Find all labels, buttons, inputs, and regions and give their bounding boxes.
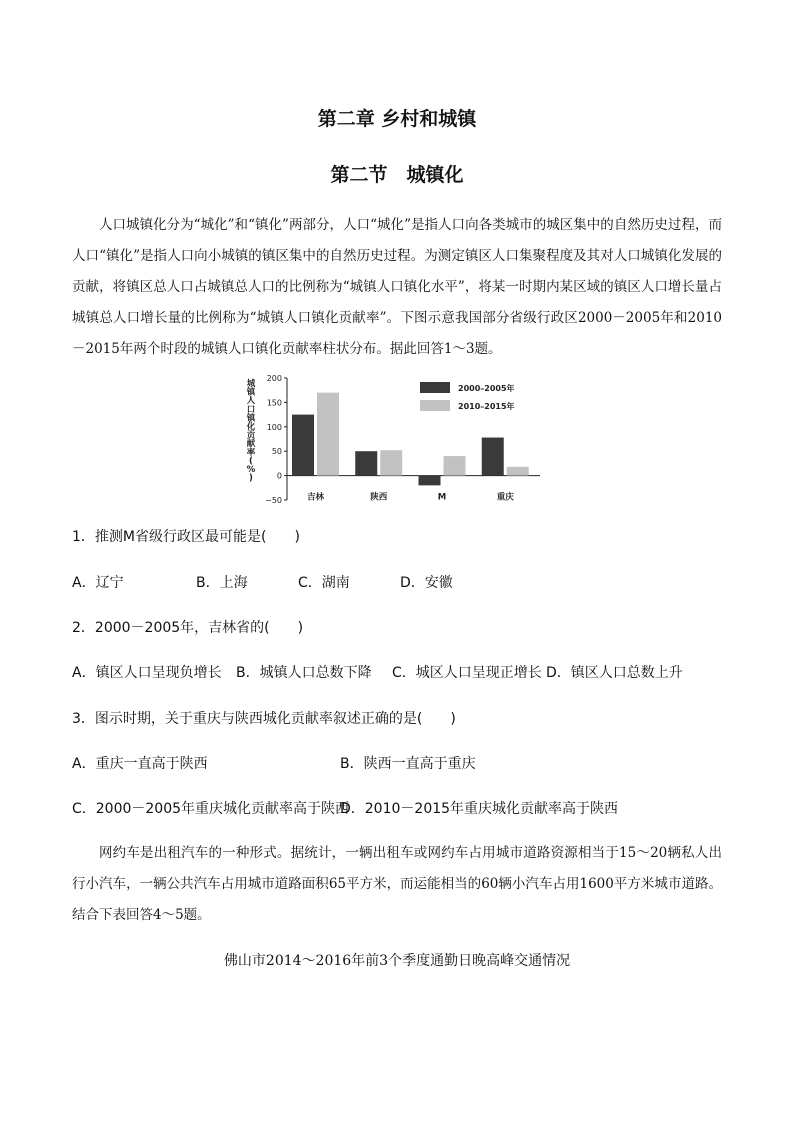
- bar-1-1: [380, 450, 402, 475]
- y-axis-label-char: (: [249, 456, 253, 467]
- chapter-title: 第二章 乡村和城镇: [317, 108, 477, 130]
- bar-2-0: [419, 476, 441, 486]
- q3-option-c[interactable]: C．2000－2005年重庆城化贡献率高于陕西: [72, 801, 350, 817]
- question-3-options-row2: [72, 798, 722, 818]
- x-tick-label: 陕西: [370, 492, 388, 503]
- bar-1-0: [355, 451, 377, 475]
- q1-option-a[interactable]: A．辽宁: [72, 575, 124, 591]
- y-tick-label: 50: [271, 447, 282, 457]
- bar-0-0: [292, 415, 314, 476]
- bar-0-1: [317, 393, 339, 476]
- table-title: 佛山市2014～2016年前3个季度通勤日晚高峰交通情况: [223, 953, 571, 969]
- y-axis-label-char: 镇: [246, 413, 256, 424]
- question-2-stem: 2．2000－2005年，吉林省的( ): [72, 620, 304, 636]
- y-axis-label-char: %: [246, 465, 256, 475]
- q3-option-a[interactable]: A．重庆一直高于陕西: [72, 756, 208, 772]
- q2-option-b[interactable]: B．城镇人口总数下降: [236, 665, 372, 681]
- bar-3-1: [507, 467, 529, 476]
- chart-plot: [246, 374, 540, 505]
- q1-option-d[interactable]: D．安徽: [400, 575, 453, 591]
- q2-option-d[interactable]: D．镇区人口总数上升: [546, 665, 683, 681]
- x-tick-label: 重庆: [496, 492, 514, 503]
- ridehailing-paragraph: 网约车是出租汽车的一种形式。据统计，一辆出租车或网约车占用城市道路资源相当于15～20辆私人出行小汽车，一辆公共汽车占用城市道路面积65平方米，而运能相当的60辆小汽车占用1600平方米城市道路。结合下表回答4～5题。: [72, 845, 722, 923]
- y-axis-label-char: 人: [246, 396, 256, 407]
- y-axis-label-char: 镇: [246, 387, 256, 398]
- section-title: 第二节 城镇化: [330, 164, 464, 186]
- y-tick-label: 0: [276, 471, 282, 481]
- y-axis-label-char: 献: [246, 439, 256, 450]
- y-axis-label-char: ): [249, 473, 253, 484]
- y-tick-label: 150: [266, 398, 282, 408]
- question-3-options-row1: [72, 753, 722, 773]
- intro-paragraph: 人口城镇化分为“城化”和“镇化”两部分，人口“城化”是指人口向各类城市的城区集中的自然历史过程，而人口“镇化”是指人口向小城镇的镇区集中的自然历史过程。为测定镇区人口集聚程度及其对人口城镇化发展的贡献，将镇区总人口占城镇总人口的比例称为“城镇人口镇化水平”，将某一时期内某区域的镇区人口增长量占城镇总人口增长量的比例称为“城镇人口镇化贡献率”。下图示意我国部分省级行政区2000－2005年和2010－2015年两个时段的城镇人口镇化贡献率柱状分布。据此回答1～3题。: [72, 217, 722, 357]
- bar-2-1: [444, 456, 466, 476]
- q2-option-a[interactable]: A．镇区人口呈现负增长: [72, 665, 222, 681]
- y-tick-label: 100: [266, 422, 282, 432]
- bar-3-0: [482, 438, 504, 476]
- q1-option-b[interactable]: B．上海: [196, 575, 248, 591]
- x-tick-label: 吉林: [306, 492, 325, 503]
- y-axis-label-char: 化: [246, 422, 256, 432]
- y-axis-label-char: 城: [246, 379, 256, 389]
- q3-option-b[interactable]: B．陕西一直高于重庆: [340, 756, 476, 772]
- y-axis-label-char: 贡: [246, 430, 256, 441]
- question-2-options: [72, 662, 722, 682]
- q3-option-d[interactable]: D．2010－2015年重庆城化贡献率高于陕西: [340, 801, 619, 817]
- x-tick-label: M: [437, 492, 447, 503]
- y-axis-label-char: 口: [246, 404, 256, 415]
- y-axis-label-char: 率: [246, 447, 256, 458]
- y-tick-label: −50: [265, 496, 282, 505]
- y-tick-label: 200: [266, 374, 282, 383]
- question-1-stem: 1．推测M省级行政区最可能是( ): [72, 529, 300, 545]
- q2-option-c[interactable]: C．城区人口呈现正增长: [392, 665, 542, 681]
- q1-option-c[interactable]: C．湖南: [298, 575, 350, 591]
- legend-label: 2010–2015年: [458, 402, 515, 411]
- bar-chart: [240, 372, 550, 512]
- legend-swatch: [420, 400, 450, 411]
- legend-label: 2000–2005年: [458, 384, 515, 393]
- question-3-stem: 3．图示时期，关于重庆与陕西城化贡献率叙述正确的是( ): [72, 711, 456, 727]
- question-1-options: [72, 572, 722, 592]
- legend-swatch: [420, 382, 450, 393]
